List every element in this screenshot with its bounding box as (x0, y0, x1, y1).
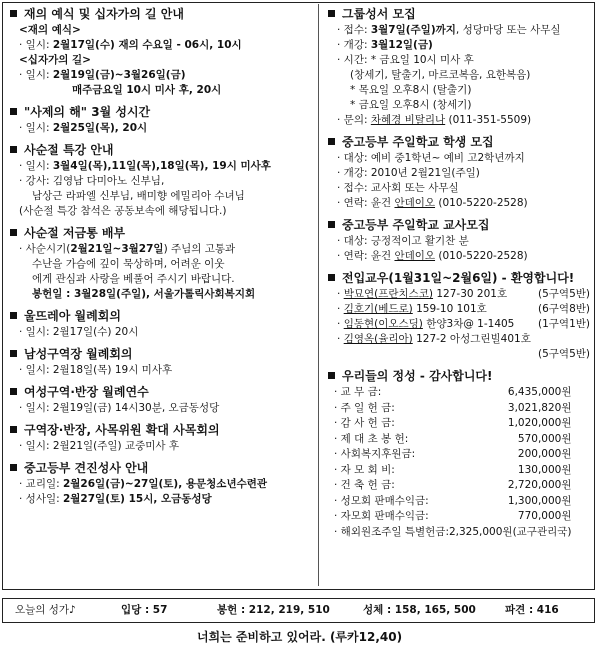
list-item: · 김호기(베드로) 159-10 101호 (6구역8반) (337, 303, 590, 315)
square-bullet-icon (10, 10, 17, 17)
info-line: · 개강: 2010년 2월21일(주일) (337, 167, 480, 179)
info-line: 남상근 라파엘 신부님, 배미향 에밀리아 수녀님 (32, 190, 245, 202)
square-bullet-icon (10, 229, 17, 236)
table-row: · 제 대 초 봉 헌: 570,000원 (334, 432, 572, 445)
info-line: · 강사: 김영남 다미아노 신부님, (19, 175, 165, 187)
pastoral-meeting-section (10, 422, 312, 454)
communion-hymn: 성체 : 158, 165, 500 (363, 604, 476, 616)
info-line: · 일시: 2월17일(수) 20시 (19, 326, 139, 338)
lent-lecture-section: 사순절 특강 안내 · 일시: 3월4일(목),11일(목),18일(목), 19시 미사후 · 강사: 김영남 다미아노 신부님, 남상근 라파엘 신부님, 배미향 에밀리아 수녀님 (사순절 특강 참석은 공동보속에 해당됩니다.) (10, 142, 312, 219)
schedule-text: 3월4일(목),11일(목),18일(목), 19시 미사후 (52, 160, 271, 172)
info-line: 봉헌일 : 3월28일(주일), 서울가톨릭사회복지회 (32, 288, 256, 300)
square-bullet-icon (10, 350, 17, 357)
table-row: · 주 일 헌 금: 3,021,820원 (334, 401, 572, 414)
contact-name: 안데이오 (394, 197, 436, 209)
lent-coinbox-section: 사순절 저금통 배부 · 사순시기(2월21일~3월27일) 주님의 고통과 수난을 가슴에 깊이 묵상하며, 어려운 이웃 에게 관심과 사랑을 베풀어 주시기 바랍니다. 봉헌일 : 3월28일(주일), 서울가톨릭사회복지회 (10, 225, 312, 302)
list-item: · 임동현(이오스딩) 한양3차@ 1-1405 (1구역1반) (337, 318, 590, 330)
schedule-text: 매주금요일 10시 미사 후, 20시 (72, 84, 222, 96)
section-title: 중고등부 주일학교 교사모집 (342, 218, 490, 232)
square-bullet-icon (10, 464, 17, 471)
square-bullet-icon (328, 138, 335, 145)
info-line: · 대상: 예비 중1학년~ 예비 고2학년까지 (337, 152, 525, 164)
info-line: · 시간: * 금요일 10시 미사 후 (337, 54, 474, 66)
table-row: · 자모회 판매수익금: 770,000원 (334, 510, 572, 522)
subheading: <재의 예식> (19, 24, 81, 36)
section-title: 재의 예식 및 십자가의 길 안내 (24, 7, 184, 21)
square-bullet-icon (10, 388, 17, 395)
women-district-section (10, 384, 312, 416)
section-title: 사순절 저금통 배부 (24, 226, 126, 240)
list-item: · 김영옥(율리아) 127-2 아성그린빌401호 (337, 333, 531, 345)
subheading: <십자가의 길> (19, 54, 91, 66)
section-title: 중고등부 견진성사 안내 (24, 461, 149, 475)
info-line: · 일시: 2월21일(주일) 교중미사 후 (19, 440, 180, 452)
section-title: 우리들의 정성 - 감사합니다! (342, 369, 493, 383)
holy-hour-section: "사제의 해" 3월 성시간 · 일시: 2월25일(목), 20시 (10, 104, 312, 136)
entrance-hymn: 입당 : 57 (121, 604, 168, 616)
section-title: 남성구역장 월례회의 (24, 347, 133, 361)
schedule-text: 2월26일(금)~27일(토), 용문청소년수련관 (62, 478, 268, 490)
info-line: · 대상: 긍정적이고 활기찬 분 (337, 235, 469, 247)
student-recruit-section: 중고등부 주일학교 학생 모집 · 대상: 예비 중1학년~ 예비 고2학년까지 · 개강: 2010년 2월21일(주일) · 접수: 교사회 또는 사무실 · 연락: 윤건 안데이오 (010-5220-2528) (328, 134, 590, 211)
info-line: (창세기, 탈출기, 마르코복음, 요한복음) (350, 69, 531, 81)
table-row: · 자 모 회 비: 130,000원 (334, 463, 572, 476)
men-district-section (10, 346, 312, 378)
section-title: 전입교우(1월31일~2월6일) - 환영합니다! (342, 271, 575, 285)
square-bullet-icon (328, 10, 335, 17)
info-line: 수난을 가슴에 깊이 묵상하며, 어려운 이웃 (32, 258, 225, 270)
dismissal-hymn: 파견 : 416 (505, 604, 559, 616)
new-parishioners-section (328, 270, 590, 362)
schedule-text: 2월19일(금)~3월26일(금) (52, 69, 186, 81)
hymn-bar (2, 598, 595, 623)
square-bullet-icon (328, 372, 335, 379)
donations-section (328, 368, 590, 540)
table-row: · 감 사 헌 금: 1,020,000원 (334, 417, 572, 429)
schedule-text: 2월27일(토) 15시, 오금동성당 (62, 493, 212, 505)
info-line: · 일시: 2월19일(금) 14시30분, 오금동성당 (19, 402, 220, 414)
section-title: 구역장·반장, 사목위원 확대 사목회의 (24, 423, 220, 437)
ash-wednesday-section: 재의 예식 및 십자가의 길 안내 <재의 예식> · 일시: 2월17일(수) 재의 수요일 - 06시, 10시 <십자가의 길> · 일시: 2월19일(금)~3월26일(금) 매주금요일 10시 미사 후, 20시 (10, 6, 312, 98)
square-bullet-icon (10, 312, 17, 319)
hymn-label: 오늘의 성가♪ (15, 604, 76, 616)
section-title: "사제의 해" 3월 성시간 (24, 105, 151, 119)
table-row: · 해외원조주일 특별헌금: 2,325,000원(교구관리국) (334, 525, 572, 538)
square-bullet-icon (10, 108, 17, 115)
square-bullet-icon (328, 274, 335, 281)
table-row: · 성모회 판매수익금: 1,300,000원 (334, 494, 572, 507)
list-item: (5구역5반) (538, 348, 590, 360)
section-title: 울뜨레아 월례회의 (24, 309, 121, 323)
square-bullet-icon (328, 221, 335, 228)
info-line: 에게 관심과 사랑을 베풀어 주시기 바랍니다. (32, 273, 235, 285)
right-column (328, 6, 590, 546)
schedule-text: 2월25일(목), 20시 (52, 122, 148, 134)
info-line: * 목요일 오후8시 (탈출기) (350, 84, 472, 96)
table-row: · 사회복지후원금: 200,000원 (334, 448, 572, 460)
contact-name: 안데이오 (394, 250, 436, 262)
list-item: · 박묘연(프란치스코) 127-30 201호 (5구역5반) (337, 288, 590, 300)
scripture-verse: 너희는 준비하고 있어라. (루카12,40) (196, 630, 403, 644)
bible-group-section: 그룹성서 모집 · 접수: 3월7일(주일)까지, 성당마당 또는 사무실 · 개강: 3월12일(금) · 시간: * 금요일 10시 미사 후 (창세기, 탈출기, 마르코복음, 요한복음) * 목요일 오후8시 (탈출기) * 금요일 오후8시 (창세기) · 문의: 차혜경 비탈리나 (011-351-5509) (328, 6, 590, 128)
section-title: 여성구역·반장 월례연수 (24, 385, 149, 399)
table-row: · 교 무 금: 6,435,000원 (334, 386, 572, 398)
info-line: (사순절 특강 참석은 공동보속에 해당됩니다.) (19, 205, 227, 217)
offertory-hymn: 봉헌 : 212, 219, 510 (217, 604, 330, 616)
donations-table (334, 385, 571, 540)
info-line: * 금요일 오후8시 (창세기) (350, 99, 472, 111)
info-line: · 접수: 교사회 또는 사무실 (337, 182, 459, 194)
square-bullet-icon (10, 426, 17, 433)
contact-name: 차혜경 비탈리나 (370, 114, 446, 126)
section-title: 그룹성서 모집 (342, 7, 416, 21)
schedule-text: 2월17일(수) 재의 수요일 - 06시, 10시 (52, 39, 242, 51)
ultreya-section (10, 308, 312, 340)
section-title: 사순절 특강 안내 (24, 143, 114, 157)
column-divider (318, 4, 319, 586)
left-column (10, 6, 312, 513)
section-title: 중고등부 주일학교 학생 모집 (342, 135, 494, 149)
teacher-recruit-section: 중고등부 주일학교 교사모집 · 대상: 긍정적이고 활기찬 분 · 연락: 윤건 안데이오 (010-5220-2528) (328, 217, 590, 264)
square-bullet-icon (10, 146, 17, 153)
table-row: · 건 축 헌 금: 2,720,000원 (334, 479, 572, 491)
confirmation-section: 중고등부 견진성사 안내 · 교리일: 2월26일(금)~27일(토), 용문청소년수련관 · 성사일: 2월27일(토) 15시, 오금동성당 (10, 460, 312, 507)
info-line: · 일시: 2월18일(목) 19시 미사후 (19, 364, 173, 376)
